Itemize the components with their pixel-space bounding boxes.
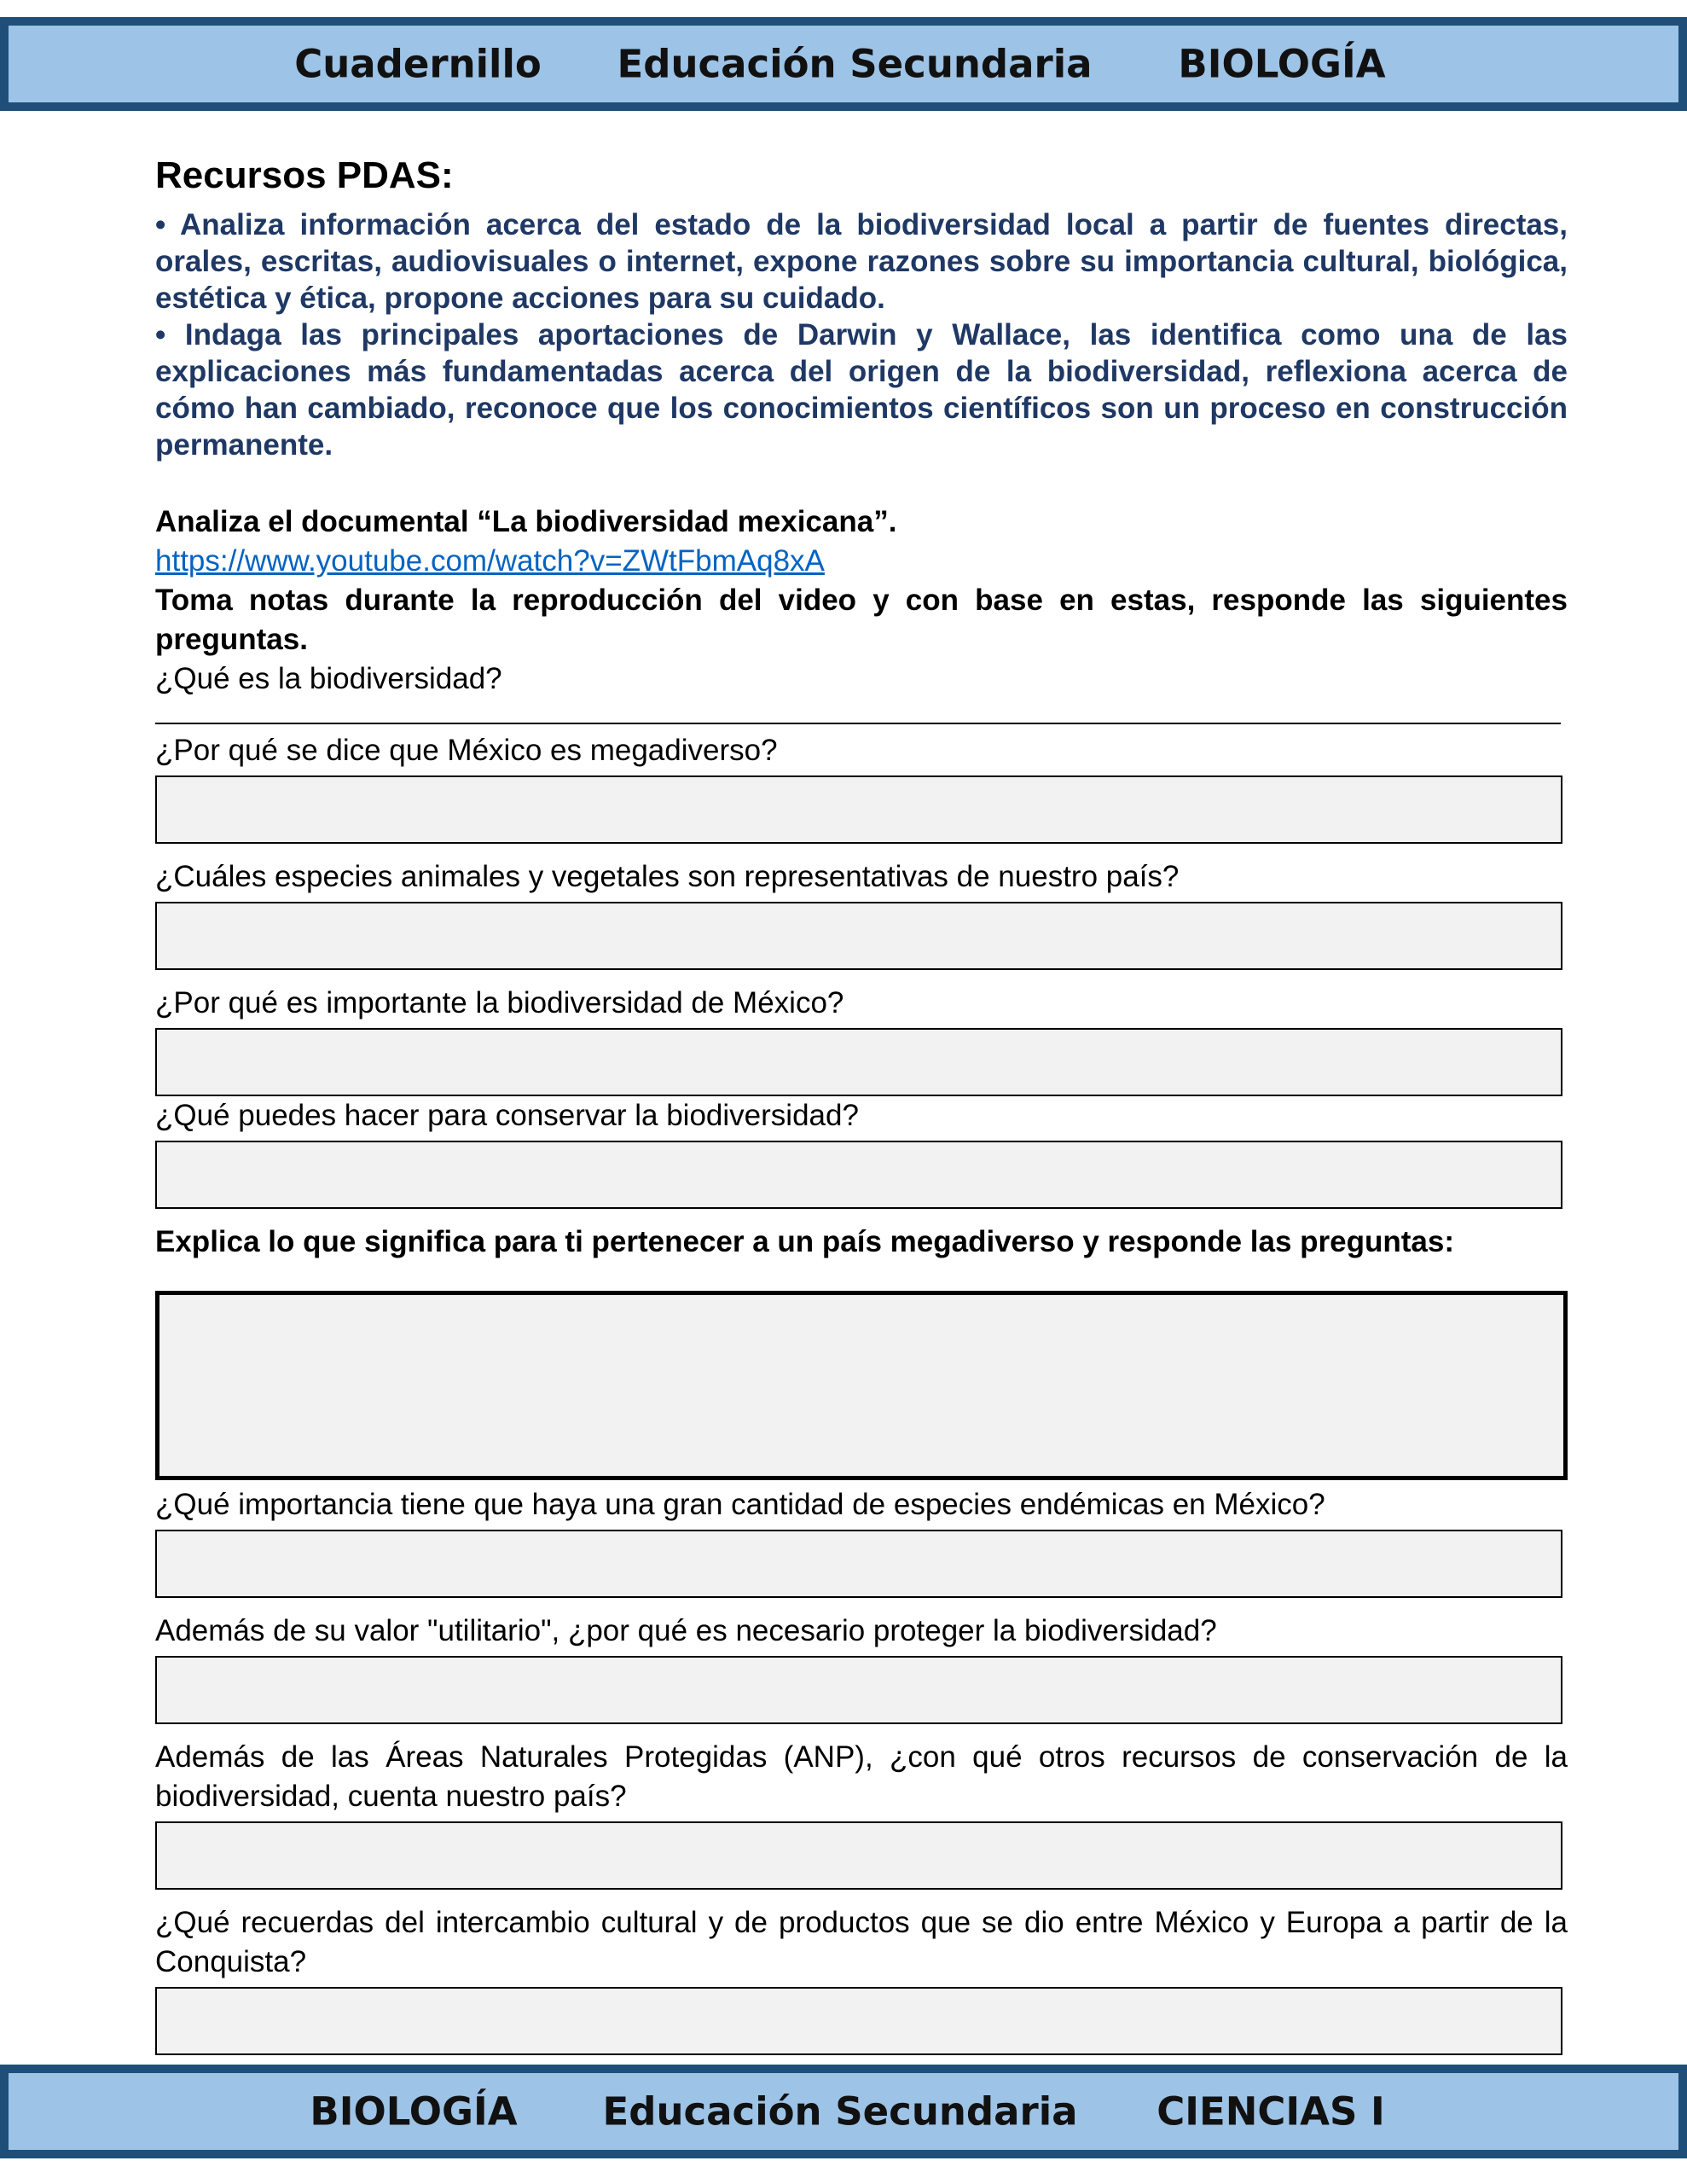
question-8: Además de las Áreas Naturales Protegidas (ANP), ¿con qué otros recursos de conservación de la biodiversidad, cuenta nuestro país? [155,1740,1568,1813]
footer-center-label: Educación Secundaria [602,2088,1078,2135]
resources-title: Recursos PDAS: [155,154,454,196]
documentary-instruction: Analiza el documental “La biodiversidad mexicana”. [155,505,897,538]
answer-box-4[interactable] [155,1028,1562,1096]
answer-box-7[interactable] [155,1656,1562,1724]
header-left-label: Cuadernillo [294,41,542,87]
resources-bullet-1: • Analiza información acerca del estado de la biodiversidad local a partir de fuentes directas, orales, escritas, audiovisuales o internet, expone razones sobre su importancia cultural, biológica, estética y ética, propone acciones para su cuidado. [155,208,1568,315]
answer-line-1[interactable] [155,699,1561,724]
header-center-label: Educación Secundaria [617,41,1093,87]
megadiverse-instruction: Explica lo que significa para ti pertenecer a un país megadiverso y responde las preguntas: [155,1225,1454,1258]
question-5: ¿Qué puedes hacer para conservar la biodiversidad? [155,1099,859,1132]
question-4: ¿Por qué es importante la biodiversidad de México? [155,986,844,1019]
video-link[interactable]: https://www.youtube.com/watch?v=ZWtFbmAq8xA [155,544,825,578]
answer-box-9[interactable] [155,1987,1562,2055]
answer-box-8[interactable] [155,1821,1562,1890]
worksheet-content [155,154,1568,2055]
question-9: ¿Qué recuerdas del intercambio cultural y de productos que se dio entre México y Europa a partir de la Conquista? [155,1906,1568,1978]
answer-box-3[interactable] [155,902,1562,970]
question-3: ¿Cuáles especies animales y vegetales son representativas de nuestro país? [155,860,1180,893]
header-banner [0,17,1687,111]
answer-box-6[interactable] [155,1530,1562,1598]
answer-box-2[interactable] [155,775,1562,844]
question-2: ¿Por qué se dice que México es megadiverso? [155,734,778,767]
question-1: ¿Qué es la biodiversidad? [155,662,502,695]
answer-box-5[interactable] [155,1141,1562,1209]
header-right-label: BIOLOGÍA [1178,41,1386,87]
footer-right-label: CIENCIAS I [1157,2088,1385,2135]
megadiverse-answer-box[interactable] [155,1291,1568,1480]
resources-bullet-2: • Indaga las principales aportaciones de Darwin y Wallace, las identifica como una de las explicaciones más fundamentadas acerca del origen de la biodiversidad, reflexiona acerca de cómo han cambiado, reconoce que los conocimientos científicos son un proceso en construcción permanente. [155,318,1568,462]
footer-left-label: BIOLOGÍA [310,2088,518,2135]
notes-instruction: Toma notas durante la reproducción del video y con base en estas, responde las siguientes preguntas. [155,584,1568,656]
footer-banner [0,2065,1687,2158]
question-6: ¿Qué importancia tiene que haya una gran cantidad de especies endémicas en México? [155,1488,1325,1521]
question-7: Además de su valor "utilitario", ¿por qué es necesario proteger la biodiversidad? [155,1614,1217,1647]
